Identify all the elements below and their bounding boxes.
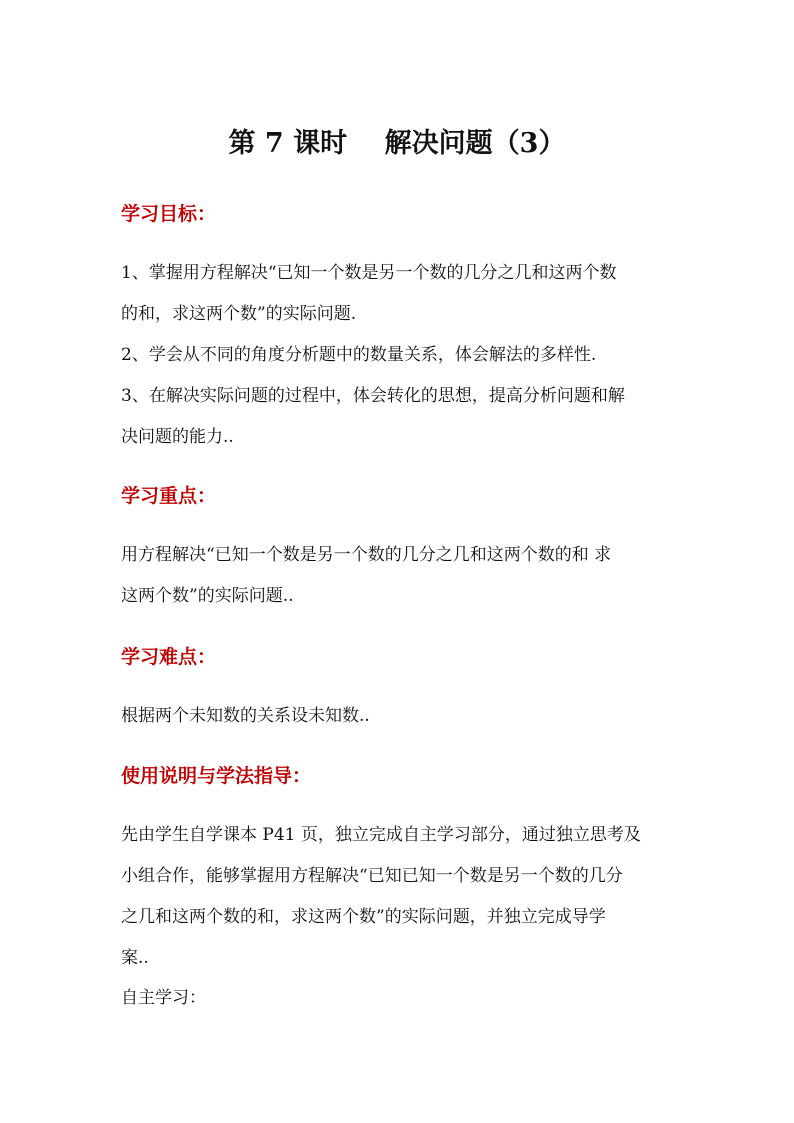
guidance-heading: 使用说明与学法指导： bbox=[121, 765, 312, 787]
objectives-line: 2、学会从不同的角度分析题中的数量关系，体会解法的多样性. bbox=[121, 345, 597, 365]
objectives-line: 3、在解决实际问题的过程中，体会转化的思想，提高分析问题和解 bbox=[121, 386, 625, 406]
objectives-text bbox=[121, 253, 681, 458]
key-points-line: 这两个数”的实际问题.. bbox=[121, 586, 294, 606]
guidance-line: 案.. bbox=[121, 948, 149, 968]
difficulties-text bbox=[121, 696, 681, 737]
difficulties-line: 根据两个未知数的关系设未知数.. bbox=[121, 706, 370, 726]
key-points-text bbox=[121, 535, 681, 617]
objectives-line: 的和，求这两个数”的实际问题. bbox=[121, 304, 357, 324]
guidance-text bbox=[121, 815, 681, 1018]
difficulties-heading: 学习难点： bbox=[121, 646, 217, 668]
objectives-line: 1、掌握用方程解决“已知一个数是另一个数的几分之几和这两个数 bbox=[121, 263, 617, 283]
guidance-line: 小组合作，能够掌握用方程解决“已知已知一个数是另一个数的几分 bbox=[121, 866, 623, 886]
page-title: 第 7 课时 解决问题（3） bbox=[228, 128, 566, 159]
self-study-label: 自主学习： bbox=[121, 988, 206, 1008]
key-points-line: 用方程解决“已知一个数是另一个数的几分之几和这两个数的和 求 bbox=[121, 545, 612, 565]
objectives-line: 决问题的能力.. bbox=[121, 427, 234, 447]
guidance-line: 之几和这两个数的和，求这两个数”的实际问题，并独立完成导学 bbox=[121, 907, 606, 927]
guidance-line: 先由学生自学课本 P41 页，独立完成自主学习部分，通过独立思考及 bbox=[121, 825, 641, 845]
key-points-heading: 学习重点： bbox=[121, 485, 217, 507]
objectives-heading: 学习目标： bbox=[121, 203, 217, 225]
